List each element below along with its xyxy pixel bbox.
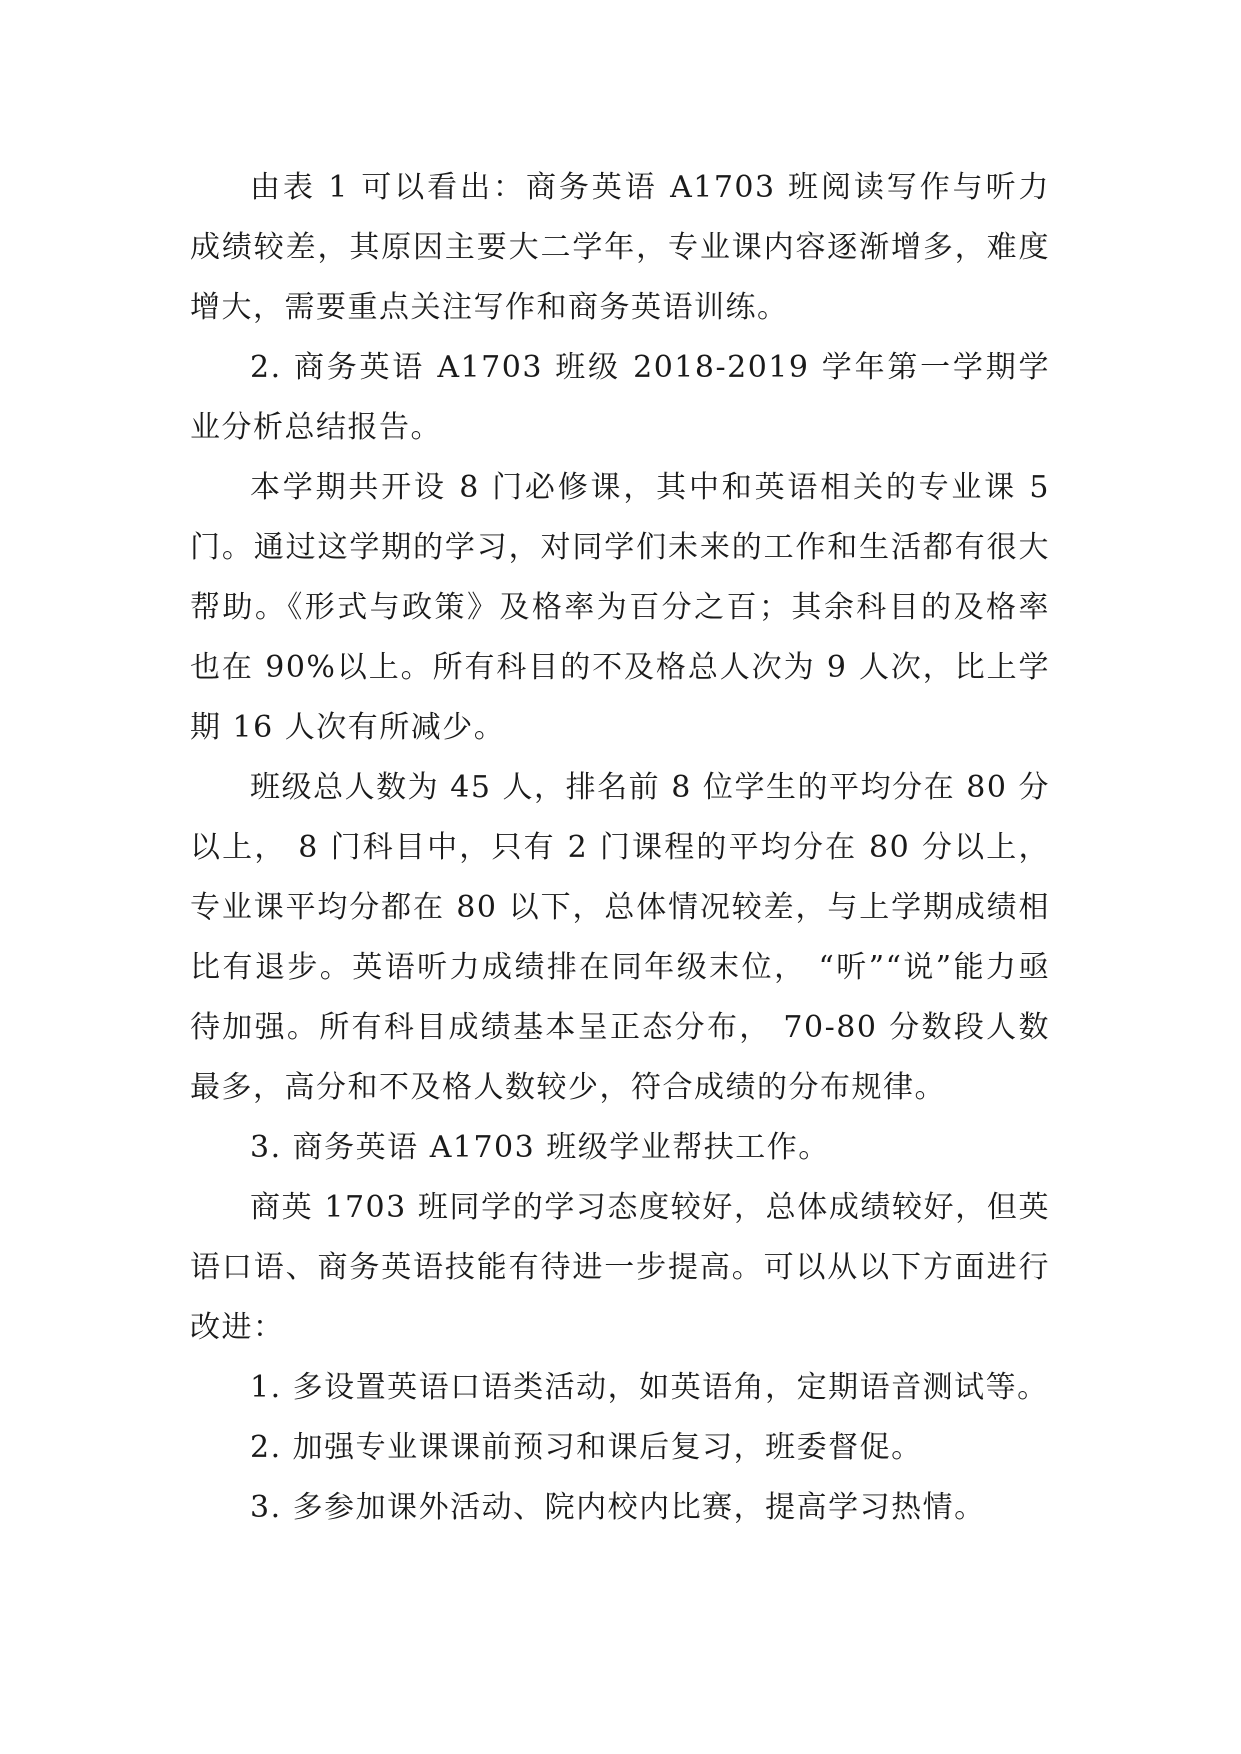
list-item-extracurricular: 3. 多参加课外活动、院内校内比赛，提高学习热情。: [250, 1490, 986, 1525]
paragraph-table-analysis: 由表 1 可以看出：商务英语 A1703 班阅读写作与听力成绩较差，其原因主要大二学年，专业课内容逐渐增多，难度增大，需要重点关注写作和商务英语训练。: [190, 170, 1050, 325]
heading-section-2: 2. 商务英语 A1703 班级 2018-2019 学年第一学期学业分析总结报告。: [190, 350, 1050, 445]
document-body: [190, 158, 1050, 1538]
paragraph-improvement-intro: 商英 1703 班同学的学习态度较好，总体成绩较好，但英语口语、商务英语技能有待进一步提高。可以从以下方面进行改进：: [190, 1190, 1050, 1345]
list-item-preview-review: 2. 加强专业课课前预习和课后复习，班委督促。: [250, 1430, 923, 1465]
paragraph-class-scores: 班级总人数为 45 人，排名前 8 位学生的平均分在 80 分以上， 8 门科目中，只有 2 门课程的平均分在 80 分以上，专业课平均分都在 80 以下，总体情况较差，与上学期成绩相比有退步。英语听力成绩排在同年级末位， “听”“说”能力亟待加强。所有科目成绩基本呈正态分布， 70-80 分数段人数最多，高分和不及格人数较少，符合成绩的分布规律。: [190, 770, 1050, 1105]
heading-section-3: 3. 商务英语 A1703 班级学业帮扶工作。: [250, 1130, 830, 1165]
paragraph-course-overview: 本学期共开设 8 门必修课，其中和英语相关的专业课 5 门。通过这学期的学习，对同学们未来的工作和生活都有很大帮助。《形式与政策》及格率为百分之百；其余科目的及格率也在 90%以上。所有科目的不及格总人次为 9 人次，比上学期 16 人次有所减少。: [190, 470, 1050, 745]
list-item-oral-activities: 1. 多设置英语口语类活动，如英语角，定期语音测试等。: [250, 1370, 1049, 1405]
